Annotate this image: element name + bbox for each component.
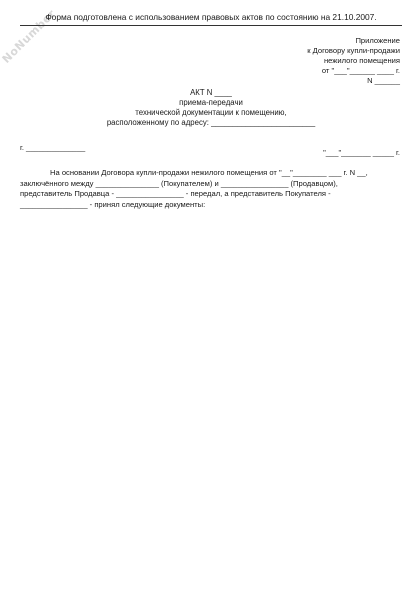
act-subtitle-1: приема-передачи (179, 98, 243, 107)
appendix-block (307, 36, 400, 86)
appendix-line-2: к Договору купли-продажи (307, 46, 400, 55)
act-subtitle-3: расположенному по адресу: ________________________ (106, 118, 316, 127)
act-title-block (20, 88, 402, 128)
header-note: Форма подготовлена с использованием правовых актов по состоянию на 21.10.2007. (20, 12, 402, 26)
act-title: АКТ N ____ (190, 88, 232, 97)
body-line-4: ________________ - принял следующие документы: (20, 199, 206, 209)
appendix-line-5: N ______ (367, 76, 400, 85)
city-field: г. ______________ (20, 143, 86, 152)
act-subtitle-2: технической документации к помещению, (135, 108, 287, 117)
watermark: NoNumber (0, 7, 59, 66)
body-paragraph (20, 168, 402, 210)
date-field: "___"_______ _____ г. (323, 148, 400, 157)
appendix-line-3: нежилого помещения (323, 56, 400, 65)
body-line-2: заключённого между _______________ (Покупателем) и ________________ (Продавцом), (20, 178, 338, 188)
appendix-line-1: Приложение (355, 36, 400, 45)
body-line-1: На основании Договора купли-продажи нежилого помещения от "__"________ ___ г. N __, (50, 168, 368, 177)
body-line-3: представитель Продавца - ________________ - передал, а представитель Покупателя - (20, 189, 331, 198)
appendix-line-4: от "___"______ ____ г. (321, 66, 400, 75)
